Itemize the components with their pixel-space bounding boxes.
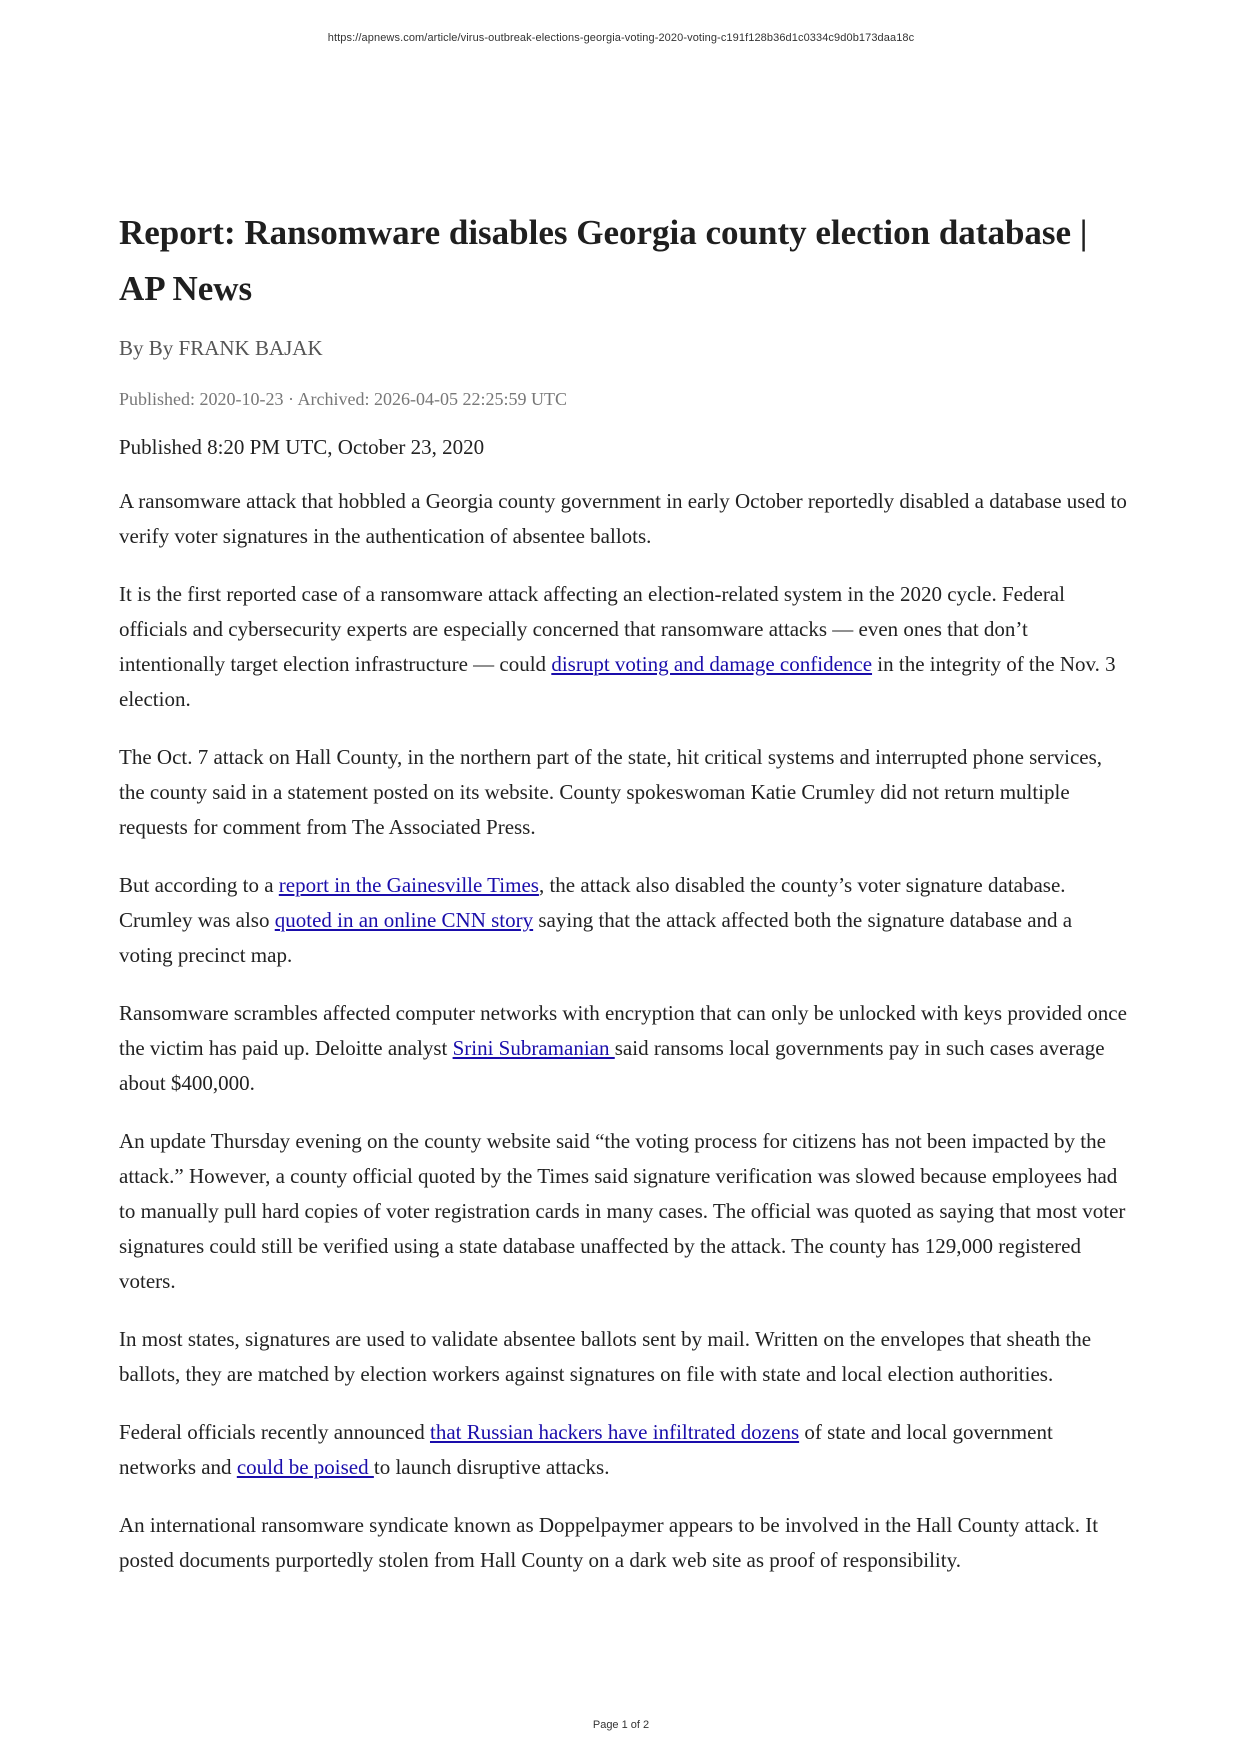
paragraph-1: [119, 484, 1129, 554]
paragraph-text: saying that the attack affected both the signature database and a voting precinct map.: [119, 908, 1073, 967]
paragraph-6: [119, 1124, 1129, 1299]
page-number: Page 1 of 2: [592, 1719, 650, 1731]
article-meta: Published: 2020-10-23 · Archived: 2026-04-05 22:25:59 UTC: [119, 389, 567, 409]
published-timestamp: Published 8:20 PM UTC, October 23, 2020: [119, 435, 485, 459]
paragraph-text: Ransomware scrambles affected computer networks with encryption that can only be unlocked with keys provided once the victim has paid up. Deloitte analyst: [119, 1001, 1127, 1060]
article-title: Report: Ransomware disables Georgia county election database | AP News: [119, 213, 1088, 308]
paragraph-text: , the attack also disabled the county’s voter signature database. Crumley was also: [119, 873, 1066, 932]
paragraph-7: [119, 1322, 1129, 1392]
paragraph-9: [119, 1508, 1129, 1578]
paragraph-text: But according to a: [119, 873, 279, 897]
paragraph-text: to launch disruptive attacks.: [373, 1455, 610, 1479]
link-russian-hackers[interactable]: that Russian hackers have infiltrated dozens: [429, 1420, 800, 1444]
paragraph-5: [119, 996, 1129, 1101]
article: [119, 205, 1129, 1601]
paragraph-text: said ransoms local governments pay in such cases average about $400,000.: [119, 1036, 1105, 1095]
link-cnn-story[interactable]: quoted in an online CNN story: [274, 908, 534, 932]
link-could-be-poised[interactable]: could be poised: [236, 1455, 374, 1479]
paragraph-2: [119, 577, 1129, 717]
paragraph-text: The Oct. 7 attack on Hall County, in the northern part of the state, hit critical systems and interrupted phone services, the county said in a statement posted on its website. County spokeswoman Katie Crumley did not return multiple requests for comment from The Associated Press.: [119, 745, 1103, 839]
paragraph-text: in the integrity of the Nov. 3 election.: [119, 652, 1116, 711]
link-srini-subramanian[interactable]: Srini Subramanian: [452, 1036, 615, 1060]
paragraph-text: An international ransomware syndicate known as Doppelpaymer appears to be involved in the Hall County attack. It posted documents purportedly stolen from Hall County on a dark web site as proof of responsibility.: [119, 1513, 1099, 1572]
page-url-header: https://apnews.com/article/virus-outbreak-elections-georgia-voting-2020-voting-c191f128b36d1c0334c9d0b173daa18c: [327, 32, 915, 44]
paragraph-text: of state and local government networks and: [119, 1420, 1053, 1479]
link-disrupt-voting[interactable]: disrupt voting and damage confidence: [551, 652, 873, 676]
link-gainesville-times[interactable]: report in the Gainesville Times: [278, 873, 539, 897]
article-byline: By By FRANK BAJAK: [119, 336, 323, 360]
paragraph-text: A ransomware attack that hobbled a Georgia county government in early October reportedly disabled a database used to verify voter signatures in the authentication of absentee ballots.: [119, 489, 1127, 548]
paragraph-text: Federal officials recently announced: [119, 1420, 430, 1444]
paragraph-text: An update Thursday evening on the county website said “the voting process for citizens has not been impacted by the attack.” However, a county official quoted by the Times said signature verification was slowed because employees had to manually pull hard copies of voter registration cards in many cases. The official was quoted as saying that most voter signatures could still be verified using a state database unaffected by the attack. The county has 129,000 registered voters.: [119, 1129, 1126, 1293]
paragraph-8: [119, 1415, 1129, 1485]
paragraph-4: [119, 868, 1129, 973]
paragraph-text: In most states, signatures are used to validate absentee ballots sent by mail. Written on the envelopes that sheath the ballots, they are matched by election workers against signatures on file with state and local election authorities.: [119, 1327, 1092, 1386]
paragraph-text: It is the first reported case of a ransomware attack affecting an election-related system in the 2020 cycle. Federal officials and cybersecurity experts are especially concerned that ransomware attacks — even ones that don’t intentionally target election infrastructure — could: [119, 582, 1065, 676]
paragraph-3: [119, 740, 1129, 845]
